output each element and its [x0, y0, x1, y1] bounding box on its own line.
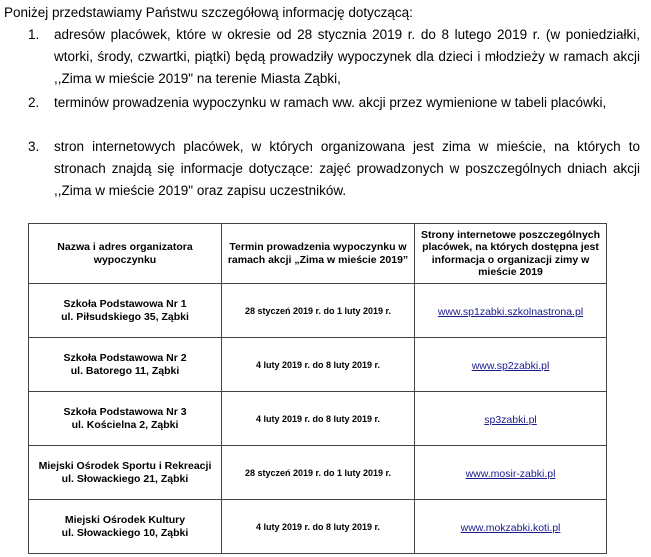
website-link[interactable]: www.mokzabki.koti.pl: [460, 521, 561, 534]
header-term: Termin prowadzenia wypoczynku w ramach akcji „Zima w mieście 2019”: [222, 224, 415, 284]
website-cell: [415, 446, 607, 500]
website-link[interactable]: www.mosir-zabki.pl: [465, 467, 556, 480]
organizer-cell: [29, 392, 222, 446]
term-cell: 4 luty 2019 r. do 8 luty 2019 r.: [222, 392, 415, 446]
list-number: 2.: [28, 95, 40, 110]
term-cell: 28 styczeń 2019 r. do 1 luty 2019 r.: [222, 284, 415, 338]
intro-text: Poniżej przedstawiamy Państwu szczegółową informację dotyczącą:: [4, 5, 413, 20]
organizer-name: Szkoła Podstawowa Nr 1: [63, 297, 187, 310]
organizer-name: Miejski Ośrodek Kultury: [64, 513, 186, 526]
table-row: [29, 338, 607, 392]
list-item-text: terminów prowadzenia wypoczynku w ramach ww. akcji przez wymienione w tabeli placówki,: [54, 95, 607, 110]
organizer-cell: [29, 338, 222, 392]
list-item: [28, 92, 640, 136]
term-cell: 4 luty 2019 r. do 8 luty 2019 r.: [222, 338, 415, 392]
info-list: [28, 24, 640, 202]
list-item: [28, 24, 640, 92]
term-cell: 4 luty 2019 r. do 8 luty 2019 r.: [222, 500, 415, 554]
organizers-table: [28, 223, 607, 554]
list-item-text: stron internetowych placówek, w których organizowana jest zima w mieście, na których to stronach znajdą się informacje dotyczące: zajęć prowadzonych w poszczególnych dniach akcji ,,Zima w mieście 2019" oraz zapisu uczestników.: [54, 139, 640, 198]
website-cell: [415, 392, 607, 446]
list-number: 3.: [28, 139, 40, 154]
header-website: Strony internetowe poszczególnych placówek, na których dostępna jest informacja o organizacji zimy w mieście 2019: [415, 224, 607, 284]
website-cell: [415, 338, 607, 392]
website-cell: [415, 284, 607, 338]
organizer-cell: [29, 284, 222, 338]
website-link[interactable]: www.sp2zabki.pl: [471, 359, 550, 372]
organizer-address: ul. Słowackiego 10, Ząbki: [61, 526, 189, 539]
organizer-address: ul. Kościelna 2, Ząbki: [71, 418, 179, 431]
organizer-name: Szkoła Podstawowa Nr 2: [63, 351, 187, 364]
website-link[interactable]: www.sp1zabki.szkolnastrona.pl: [437, 305, 584, 318]
list-item-text: adresów placówek, które w okresie od 28 stycznia 2019 r. do 8 lutego 2019 r. (w poniedziałki, wtorki, środy, czwartki, piątki) będą prowadziły wypoczynek dla dzieci i młodzieży w ramach akcji ,,Zima w mieście 2019" na terenie Miasta Ząbki,: [54, 27, 640, 86]
table-row: [29, 284, 607, 338]
organizer-address: ul. Słowackiego 21, Ząbki: [61, 472, 189, 485]
website-cell: [415, 500, 607, 554]
table-header-row: [29, 224, 607, 284]
table-row: [29, 392, 607, 446]
organizer-cell: [29, 446, 222, 500]
organizer-address: ul. Batorego 11, Ząbki: [70, 364, 180, 377]
organizer-cell: [29, 500, 222, 554]
table-row: [29, 500, 607, 554]
table-row: [29, 446, 607, 500]
header-organizer: Nazwa i adres organizatora wypoczynku: [29, 224, 222, 284]
organizer-address: ul. Piłsudskiego 35, Ząbki: [61, 310, 189, 323]
organizer-name: Miejski Ośrodek Sportu i Rekreacji: [38, 459, 212, 472]
website-link[interactable]: sp3zabki.pl: [484, 413, 537, 426]
list-number: 1.: [28, 27, 40, 42]
list-item: [28, 136, 640, 202]
organizer-name: Szkoła Podstawowa Nr 3: [63, 405, 187, 418]
term-cell: 28 styczeń 2019 r. do 1 luty 2019 r.: [222, 446, 415, 500]
